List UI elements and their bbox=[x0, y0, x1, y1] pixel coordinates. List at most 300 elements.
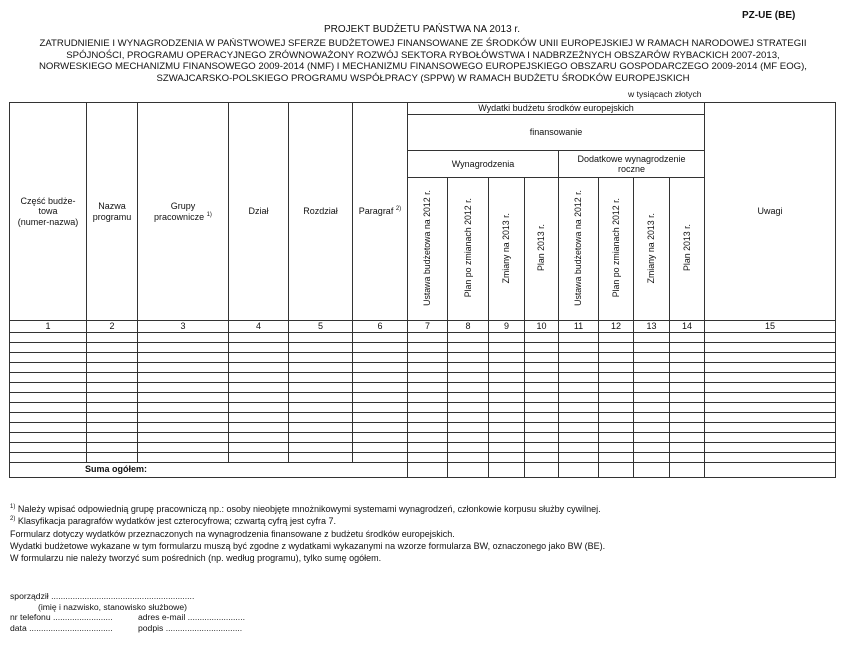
table-cell[interactable] bbox=[10, 452, 87, 462]
table-cell[interactable] bbox=[670, 442, 705, 452]
table-cell[interactable] bbox=[489, 332, 525, 342]
table-cell[interactable] bbox=[634, 392, 670, 402]
header-plan-2013-wyn bbox=[525, 178, 559, 321]
form-code: PZ-UE (BE) bbox=[742, 10, 796, 21]
table-cell[interactable] bbox=[599, 412, 634, 422]
table-cell[interactable] bbox=[87, 392, 138, 402]
table-cell[interactable] bbox=[489, 442, 525, 452]
table-cell[interactable] bbox=[87, 362, 138, 372]
table-cell[interactable] bbox=[559, 432, 599, 442]
table-cell[interactable] bbox=[448, 372, 489, 382]
table-cell[interactable] bbox=[489, 382, 525, 392]
table-cell[interactable] bbox=[670, 432, 705, 442]
table-cell[interactable] bbox=[87, 452, 138, 462]
table-cell[interactable] bbox=[634, 372, 670, 382]
table-cell[interactable] bbox=[138, 332, 229, 342]
table-cell[interactable] bbox=[705, 452, 836, 462]
table-cell[interactable] bbox=[289, 352, 353, 362]
table-cell[interactable] bbox=[87, 442, 138, 452]
table-cell[interactable] bbox=[670, 402, 705, 412]
table-cell[interactable] bbox=[87, 352, 138, 362]
table-cell[interactable] bbox=[229, 402, 289, 412]
header-zmiany-2013-dod bbox=[634, 178, 670, 321]
col-number: 2 bbox=[87, 321, 138, 333]
header-rozdzial: Rozdział bbox=[289, 103, 353, 321]
table-cell[interactable] bbox=[525, 332, 559, 342]
table-cell[interactable] bbox=[353, 422, 408, 432]
date-field[interactable]: data ................................... bbox=[10, 622, 113, 633]
col-number: 13 bbox=[634, 321, 670, 333]
table-cell[interactable] bbox=[138, 372, 229, 382]
table-cell[interactable] bbox=[229, 392, 289, 402]
table-cell[interactable] bbox=[289, 422, 353, 432]
table-cell[interactable] bbox=[599, 442, 634, 452]
table-cell[interactable] bbox=[525, 442, 559, 452]
table-cell[interactable] bbox=[87, 372, 138, 382]
table-cell[interactable] bbox=[229, 352, 289, 362]
note-text: W formularzu nie należy tworzyć sum pośrednich (np. według programu), tylko sumę ogółem. bbox=[10, 553, 382, 564]
table-cell[interactable] bbox=[448, 342, 489, 352]
table-cell[interactable] bbox=[87, 382, 138, 392]
table-cell[interactable] bbox=[353, 382, 408, 392]
table-cell[interactable] bbox=[634, 332, 670, 342]
header-plan-zmiany-2012-wyn bbox=[448, 178, 489, 321]
table-cell[interactable] bbox=[87, 422, 138, 432]
units-label: w tysiącach złotych bbox=[628, 89, 702, 99]
note-text: Formularz dotyczy wydatków przeznaczonych na wynagrodzenia finansowane z budżetu środków europejskich. bbox=[10, 528, 455, 539]
empty-rows bbox=[10, 332, 836, 462]
page-title: PROJEKT BUDŻETU PAŃSTWA NA 2013 r. bbox=[324, 24, 520, 35]
table-cell[interactable] bbox=[599, 372, 634, 382]
table-cell[interactable] bbox=[670, 352, 705, 362]
table-cell[interactable] bbox=[705, 422, 836, 432]
table-cell[interactable] bbox=[599, 422, 634, 432]
table-cell[interactable] bbox=[229, 332, 289, 342]
table-cell[interactable] bbox=[289, 442, 353, 452]
table-cell[interactable] bbox=[289, 412, 353, 422]
header-finansowanie: finansowanie bbox=[408, 115, 705, 151]
footnote-marker: 2) bbox=[10, 516, 16, 523]
table-cell[interactable] bbox=[559, 442, 599, 452]
table-cell[interactable] bbox=[229, 382, 289, 392]
table-cell[interactable] bbox=[87, 402, 138, 412]
note-line bbox=[10, 540, 830, 552]
table-cell[interactable] bbox=[670, 362, 705, 372]
table-cell[interactable] bbox=[408, 382, 448, 392]
table-cell[interactable] bbox=[489, 402, 525, 412]
table-cell[interactable] bbox=[408, 372, 448, 382]
table-cell[interactable] bbox=[634, 402, 670, 412]
table-cell[interactable] bbox=[599, 392, 634, 402]
table-cell[interactable] bbox=[634, 352, 670, 362]
table-cell[interactable] bbox=[705, 352, 836, 362]
phone-field[interactable]: nr telefonu ......................... bbox=[10, 612, 113, 622]
table-cell[interactable] bbox=[448, 432, 489, 442]
col-number: 3 bbox=[138, 321, 229, 333]
table-cell[interactable] bbox=[559, 332, 599, 342]
table-cell[interactable] bbox=[353, 392, 408, 402]
table-cell[interactable] bbox=[289, 432, 353, 442]
header-grupy-text: pracownicze bbox=[154, 211, 205, 222]
header-paragraf-text: Paragraf bbox=[358, 206, 394, 217]
vertical-label: Ustawa budżetowa na 2012 r. bbox=[573, 189, 584, 306]
header-grupy-line: Grupy bbox=[170, 201, 196, 211]
sporzadzil-line[interactable]: sporządził ............................................................ bbox=[10, 591, 195, 601]
table-cell[interactable] bbox=[408, 332, 448, 342]
header-dodatkowe-line: roczne bbox=[617, 164, 645, 174]
table-cell[interactable] bbox=[10, 412, 87, 422]
table-cell[interactable] bbox=[634, 422, 670, 432]
table-row bbox=[10, 382, 836, 392]
table-cell[interactable] bbox=[353, 412, 408, 422]
header-wynagrodzenia: Wynagrodzenia bbox=[408, 151, 559, 178]
table-cell[interactable] bbox=[559, 452, 599, 462]
table-cell[interactable] bbox=[705, 362, 836, 372]
table-cell[interactable] bbox=[489, 342, 525, 352]
table-cell[interactable] bbox=[448, 392, 489, 402]
vertical-label: Plan 2013 r. bbox=[536, 224, 547, 272]
table-cell[interactable] bbox=[10, 442, 87, 452]
table-cell[interactable] bbox=[525, 402, 559, 412]
table-cell[interactable] bbox=[229, 342, 289, 352]
table-cell[interactable] bbox=[489, 422, 525, 432]
col-number: 10 bbox=[525, 321, 559, 333]
table-cell[interactable] bbox=[525, 412, 559, 422]
table-cell[interactable] bbox=[599, 452, 634, 462]
footnote-text: Klasyfikacja paragrafów wydatków jest czterocyfrowa; czwartą cyfrą jest cyfra 7. bbox=[15, 516, 336, 527]
table-cell[interactable] bbox=[138, 402, 229, 412]
table-cell[interactable] bbox=[489, 412, 525, 422]
table-cell[interactable] bbox=[408, 342, 448, 352]
vertical-label: Ustawa budżetowa na 2012 r. bbox=[422, 189, 433, 306]
table-cell[interactable] bbox=[10, 422, 87, 432]
table-cell[interactable] bbox=[705, 442, 836, 452]
table-cell[interactable] bbox=[289, 402, 353, 412]
header-plan-zmiany-2012-dod bbox=[599, 178, 634, 321]
table-cell[interactable] bbox=[448, 362, 489, 372]
table-cell[interactable] bbox=[408, 392, 448, 402]
table-cell[interactable] bbox=[634, 362, 670, 372]
table-cell[interactable] bbox=[670, 422, 705, 432]
footnote-ref-2: 2) bbox=[395, 206, 402, 213]
vertical-label: Zmiany na 2013 r. bbox=[501, 212, 512, 283]
table-cell[interactable] bbox=[559, 362, 599, 372]
table-row bbox=[10, 332, 836, 342]
vertical-label: Plan 2013 r. bbox=[681, 224, 692, 272]
table-cell[interactable] bbox=[525, 422, 559, 432]
vertical-label: Plan po zmianach 2012 r. bbox=[610, 198, 621, 298]
table-cell[interactable] bbox=[559, 422, 599, 432]
table-cell[interactable] bbox=[353, 372, 408, 382]
table-cell[interactable] bbox=[10, 372, 87, 382]
table-cell[interactable] bbox=[408, 452, 448, 462]
table-cell[interactable] bbox=[705, 372, 836, 382]
table-cell[interactable] bbox=[289, 342, 353, 352]
table-cell[interactable] bbox=[525, 452, 559, 462]
table-cell[interactable] bbox=[408, 432, 448, 442]
table-cell[interactable] bbox=[599, 432, 634, 442]
table-cell[interactable] bbox=[408, 422, 448, 432]
table-cell[interactable] bbox=[705, 432, 836, 442]
subtitle-line: SPÓJNOŚCI, PROGRAMU OPERACYJNEGO ZRÓWNOWAŻONY ROZWÓJ SEKTORA RYBOŁÓWSTWA I NADBRZEŻNYCH OBSZARÓW RYBACKICH 2007-2013, bbox=[66, 49, 780, 61]
table-cell[interactable] bbox=[353, 342, 408, 352]
table-cell[interactable] bbox=[489, 372, 525, 382]
sum-cell[interactable] bbox=[489, 462, 525, 477]
table-cell[interactable] bbox=[559, 412, 599, 422]
header-plan-2013-dod bbox=[670, 178, 705, 321]
table-row bbox=[10, 402, 836, 412]
sporzadzil-caption: (imię i nazwisko, stanowisko służbowe) bbox=[38, 601, 188, 612]
table-cell[interactable] bbox=[138, 392, 229, 402]
table-cell[interactable] bbox=[634, 452, 670, 462]
table-cell[interactable] bbox=[138, 432, 229, 442]
header-grupy bbox=[138, 103, 229, 321]
table-cell[interactable] bbox=[599, 342, 634, 352]
table-cell[interactable] bbox=[670, 372, 705, 382]
table-cell[interactable] bbox=[448, 442, 489, 452]
table-cell[interactable] bbox=[705, 342, 836, 352]
table-cell[interactable] bbox=[489, 352, 525, 362]
table-cell[interactable] bbox=[289, 372, 353, 382]
sum-cell[interactable] bbox=[705, 462, 836, 477]
table-row bbox=[10, 362, 836, 372]
table-cell[interactable] bbox=[229, 422, 289, 432]
table-cell[interactable] bbox=[10, 392, 87, 402]
table-cell[interactable] bbox=[525, 352, 559, 362]
table-cell[interactable] bbox=[229, 412, 289, 422]
table-cell[interactable] bbox=[87, 432, 138, 442]
table-cell[interactable] bbox=[705, 392, 836, 402]
table-row bbox=[10, 422, 836, 432]
table-cell[interactable] bbox=[670, 332, 705, 342]
sum-cell[interactable] bbox=[408, 462, 448, 477]
table-cell[interactable] bbox=[599, 352, 634, 362]
table-cell[interactable] bbox=[525, 382, 559, 392]
table-cell[interactable] bbox=[10, 362, 87, 372]
table-cell[interactable] bbox=[489, 392, 525, 402]
table-cell[interactable] bbox=[10, 352, 87, 362]
table-cell[interactable] bbox=[448, 422, 489, 432]
table-cell[interactable] bbox=[525, 362, 559, 372]
table-cell[interactable] bbox=[229, 442, 289, 452]
sum-cell[interactable] bbox=[634, 462, 670, 477]
table-cell[interactable] bbox=[599, 402, 634, 412]
table-row bbox=[10, 342, 836, 352]
table-cell[interactable] bbox=[705, 332, 836, 342]
header-dodatkowe bbox=[559, 151, 705, 178]
column-number-row bbox=[10, 321, 836, 333]
sum-cell[interactable] bbox=[599, 462, 634, 477]
table-cell[interactable] bbox=[10, 432, 87, 442]
footnote-marker: 1) bbox=[10, 504, 16, 510]
table-cell[interactable] bbox=[353, 432, 408, 442]
col-number: 1 bbox=[10, 321, 87, 333]
table-cell[interactable] bbox=[448, 352, 489, 362]
table-cell[interactable] bbox=[87, 412, 138, 422]
header-czesc-line: Część budże- bbox=[20, 195, 76, 206]
col-number: 7 bbox=[408, 321, 448, 333]
signature-field[interactable]: podpis ................................ bbox=[138, 622, 243, 633]
table-cell[interactable] bbox=[289, 332, 353, 342]
header-zmiany-2013-wyn bbox=[489, 178, 525, 321]
table-cell[interactable] bbox=[353, 452, 408, 462]
table-cell[interactable] bbox=[525, 372, 559, 382]
table-cell[interactable] bbox=[559, 342, 599, 352]
table-cell[interactable] bbox=[559, 372, 599, 382]
table-row bbox=[10, 442, 836, 452]
table-cell[interactable] bbox=[634, 432, 670, 442]
table-cell[interactable] bbox=[289, 362, 353, 372]
table-cell[interactable] bbox=[138, 352, 229, 362]
table-cell[interactable] bbox=[87, 342, 138, 352]
footnote-line bbox=[10, 503, 830, 515]
header-nazwa-line: Nazwa bbox=[98, 201, 126, 211]
table-cell[interactable] bbox=[138, 382, 229, 392]
table-cell[interactable] bbox=[229, 432, 289, 442]
note-line bbox=[10, 552, 830, 564]
table-row bbox=[10, 412, 836, 422]
signature-block bbox=[10, 591, 410, 633]
note-line bbox=[10, 528, 830, 540]
header-ustawa-2012-wyn bbox=[408, 178, 448, 321]
table-cell[interactable] bbox=[229, 372, 289, 382]
table-cell[interactable] bbox=[408, 362, 448, 372]
table-cell[interactable] bbox=[353, 442, 408, 452]
table-cell[interactable] bbox=[229, 452, 289, 462]
budget-table bbox=[9, 102, 836, 478]
note-text: Wydatki budżetowe wykazane w tym formularzu muszą być zgodne z wydatkami wykazanymi na wzorze formularza BW, oznaczonego jako BW (BE). bbox=[10, 540, 606, 551]
table-cell[interactable] bbox=[408, 352, 448, 362]
table-cell[interactable] bbox=[138, 342, 229, 352]
table-cell[interactable] bbox=[10, 402, 87, 412]
table-cell[interactable] bbox=[353, 332, 408, 342]
table-row bbox=[10, 432, 836, 442]
table-cell[interactable] bbox=[448, 452, 489, 462]
email-field[interactable]: adres e-mail ........................ bbox=[138, 612, 245, 622]
subtitle-line: SZWAJCARSKO-POLSKIEGO PROGRAMU WSPÓŁPRACY (SPPW) W RAMACH BUDŻETU ŚRODKÓW EUROPEJSKICH bbox=[156, 72, 690, 84]
header-ustawa-2012-dod bbox=[559, 178, 599, 321]
table-cell[interactable] bbox=[705, 402, 836, 412]
table-cell[interactable] bbox=[353, 402, 408, 412]
table-cell[interactable] bbox=[408, 412, 448, 422]
table-cell[interactable] bbox=[525, 342, 559, 352]
table-cell[interactable] bbox=[353, 352, 408, 362]
col-number: 11 bbox=[559, 321, 599, 333]
table-cell[interactable] bbox=[705, 382, 836, 392]
sum-cell[interactable] bbox=[448, 462, 489, 477]
col-number: 4 bbox=[229, 321, 289, 333]
table-cell[interactable] bbox=[559, 352, 599, 362]
table-cell[interactable] bbox=[289, 382, 353, 392]
table-cell[interactable] bbox=[408, 402, 448, 412]
table-cell[interactable] bbox=[705, 412, 836, 422]
table-row bbox=[10, 352, 836, 362]
table-cell[interactable] bbox=[670, 342, 705, 352]
sum-label-cell bbox=[10, 462, 408, 477]
table-cell[interactable] bbox=[87, 332, 138, 342]
contact-line bbox=[10, 612, 410, 623]
table-cell[interactable] bbox=[559, 392, 599, 402]
table-cell[interactable] bbox=[489, 362, 525, 372]
page-subtitle bbox=[10, 38, 836, 84]
table-cell[interactable] bbox=[599, 362, 634, 372]
table-cell[interactable] bbox=[670, 392, 705, 402]
date-line bbox=[10, 623, 410, 634]
table-cell[interactable] bbox=[289, 392, 353, 402]
sum-cell[interactable] bbox=[525, 462, 559, 477]
table-cell[interactable] bbox=[448, 332, 489, 342]
table-cell[interactable] bbox=[448, 382, 489, 392]
sum-cell[interactable] bbox=[670, 462, 705, 477]
table-cell[interactable] bbox=[559, 382, 599, 392]
col-number: 8 bbox=[448, 321, 489, 333]
col-number: 9 bbox=[489, 321, 525, 333]
header-dzial: Dział bbox=[229, 103, 289, 321]
table-cell[interactable] bbox=[229, 362, 289, 372]
table-cell[interactable] bbox=[448, 402, 489, 412]
table-cell[interactable] bbox=[634, 342, 670, 352]
table-cell[interactable] bbox=[599, 332, 634, 342]
table-cell[interactable] bbox=[138, 452, 229, 462]
footnotes bbox=[10, 503, 830, 564]
header-czesc bbox=[10, 103, 87, 321]
table-row bbox=[10, 452, 836, 462]
table-cell[interactable] bbox=[408, 442, 448, 452]
header-grupy-line bbox=[138, 212, 228, 223]
table-cell[interactable] bbox=[138, 422, 229, 432]
subtitle-line: ZATRUDNIENIE I WYNAGRODZENIA W PAŃSTWOWEJ SFERZE BUDŻETOWEJ FINANSOWANE ZE ŚRODKÓW UNII EUROPEJSKIEJ W RAMACH NARODOWEJ STRATEGII bbox=[39, 38, 807, 49]
table-cell[interactable] bbox=[138, 362, 229, 372]
col-number: 5 bbox=[289, 321, 353, 333]
table-cell[interactable] bbox=[289, 452, 353, 462]
footnote-text: Należy wpisać odpowiednią grupę pracowniczą np.: osoby nieobjęte mnożnikowymi systemami wynagrodzeń, członkowie korpusu służby cywilnej. bbox=[15, 504, 601, 514]
table-cell[interactable] bbox=[634, 412, 670, 422]
header-nazwa-line: programu bbox=[92, 211, 132, 222]
col-number: 15 bbox=[705, 321, 836, 333]
col-number: 14 bbox=[670, 321, 705, 333]
header-nazwa-programu bbox=[87, 103, 138, 321]
table-cell[interactable] bbox=[138, 412, 229, 422]
table-cell[interactable] bbox=[599, 382, 634, 392]
table-cell[interactable] bbox=[489, 452, 525, 462]
table-cell[interactable] bbox=[559, 402, 599, 412]
sum-row bbox=[10, 462, 836, 477]
table-cell[interactable] bbox=[670, 412, 705, 422]
header-czesc-line: towa bbox=[38, 206, 58, 217]
vertical-label: Zmiany na 2013 r. bbox=[646, 212, 657, 283]
table-cell[interactable] bbox=[634, 442, 670, 452]
table-cell[interactable] bbox=[10, 332, 87, 342]
sum-cell[interactable] bbox=[559, 462, 599, 477]
col-number: 6 bbox=[353, 321, 408, 333]
table-cell[interactable] bbox=[10, 382, 87, 392]
table-cell[interactable] bbox=[448, 412, 489, 422]
table-cell[interactable] bbox=[670, 452, 705, 462]
table-cell[interactable] bbox=[138, 442, 229, 452]
table-cell[interactable] bbox=[634, 382, 670, 392]
table-cell[interactable] bbox=[525, 432, 559, 442]
header-wydatki: Wydatki budżetu środków europejskich bbox=[408, 103, 705, 115]
table-cell[interactable] bbox=[489, 432, 525, 442]
table-cell[interactable] bbox=[525, 392, 559, 402]
table-cell[interactable] bbox=[670, 382, 705, 392]
table-cell[interactable] bbox=[10, 342, 87, 352]
footnote-line bbox=[10, 515, 830, 527]
subtitle-line: NORWESKIEGO MECHANIZMU FINANSOWEGO 2009-2014 (NMF) I MECHANIZMU FINANSOWEGO EUROPEJSKIEGO OBSZARU GOSPODARCZEGO 2009-2014 (MF EOG), bbox=[39, 61, 807, 72]
table-row bbox=[10, 392, 836, 402]
table-cell[interactable] bbox=[353, 362, 408, 372]
footnote-ref-1: 1) bbox=[206, 211, 212, 218]
